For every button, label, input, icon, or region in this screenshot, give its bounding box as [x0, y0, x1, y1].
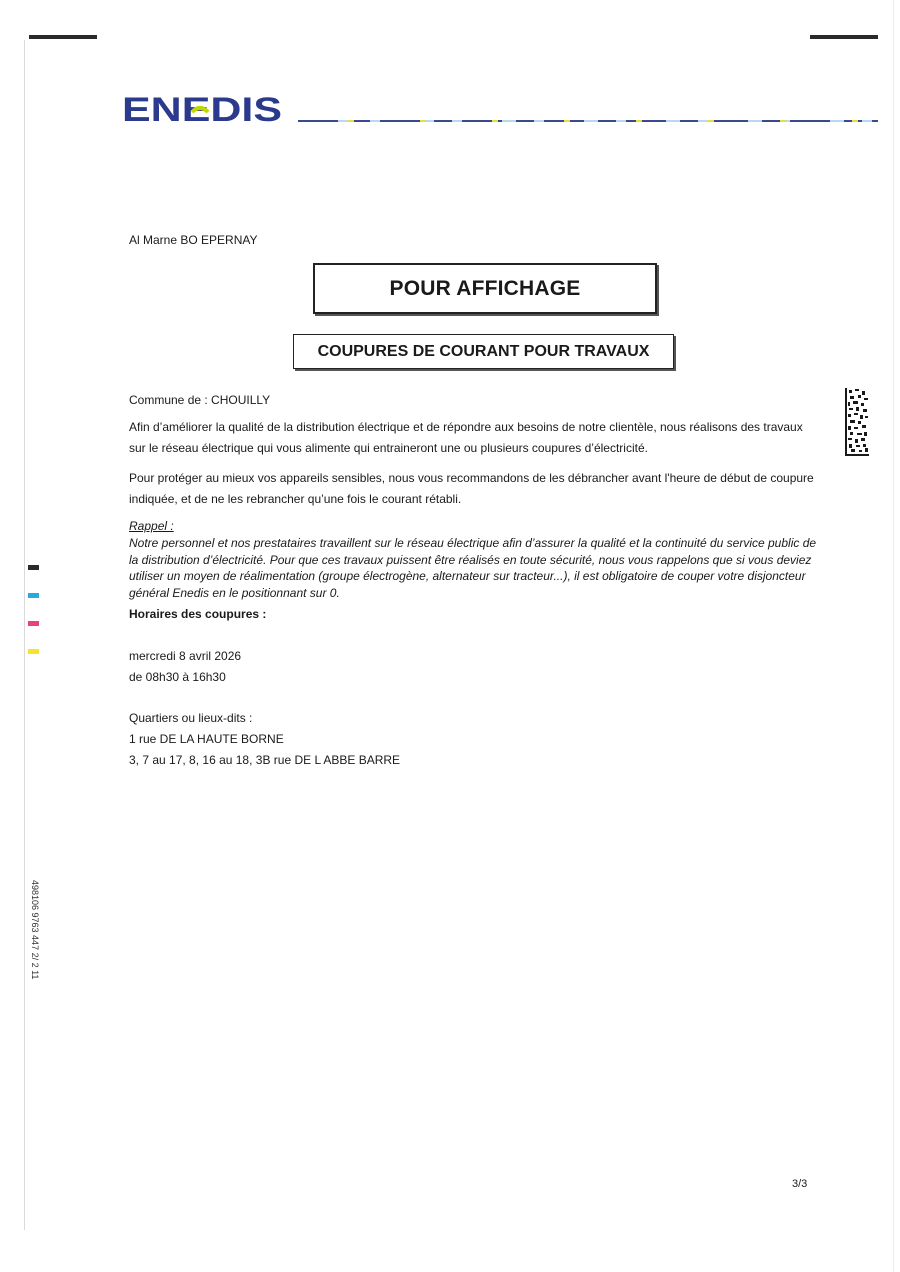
notice-title: POUR AFFICHAGE: [389, 276, 581, 300]
crop-mark-left: [29, 35, 97, 39]
margin-print-code: 498106 9763 447 2/ 2 11: [30, 880, 40, 980]
enedis-logo-text: ENEDIS: [122, 91, 282, 128]
enedis-logo: [122, 88, 287, 128]
rappel-paragraph: Notre personnel et nos prestataires travaillent sur le réseau électrique afin d’assurer la qualité et la continuité du service public de la distribution d’électricité. Pour que ces travaux puissent être réalisés en toute sécurité, nous vous rappelons que si vous deviez utiliser un moyen de réalimentation (groupe électrogène, alternateur sur tracteur...), il est obligatoire de couper votre disjoncteur général Enedis en le positionnant sur 0.: [129, 536, 817, 600]
print-swatch-yellow: [28, 649, 39, 654]
print-swatch-cyan: [28, 593, 39, 598]
place-item: 1 rue DE LA HAUTE BORNE: [129, 732, 284, 746]
page-number: 3/3: [792, 1178, 808, 1190]
datamatrix-code: [845, 388, 869, 456]
print-swatch-magenta: [28, 621, 39, 626]
notice-subtitle: COUPURES DE COURANT POUR TRAVAUX: [317, 342, 650, 360]
crop-mark-right: [810, 35, 878, 39]
margin-rule: [24, 40, 25, 1230]
place-item: 3, 7 au 17, 8, 16 au 18, 3B rue DE L ABBE BARRE: [129, 753, 401, 767]
outage-date: mercredi 8 avril 2026: [129, 649, 242, 663]
intro-paragraph: Afin d’améliorer la qualité de la distribution électrique et de répondre aux besoins de notre clientèle, nous réalisons des travaux sur le réseau électrique qui vous alimente qui entraineront une ou plusieurs coupures d’électricité.: [129, 420, 803, 455]
schedule-title: Horaires des coupures :: [129, 607, 267, 621]
rappel-heading: Rappel :: [129, 519, 174, 533]
advice-paragraph: Pour protéger au mieux vos appareils sensibles, nous vous recommandons de les débrancher avant l'heure de début de coupure indiquée, et de ne les rebrancher qu’une fois le courant rétabli.: [129, 471, 814, 506]
commune-line: Commune de : CHOUILLY: [129, 393, 271, 407]
header-divider: [298, 118, 878, 124]
margin-rule-right: [893, 0, 894, 1272]
notice-title-box: [313, 263, 657, 314]
outage-hours: de 08h30 à 16h30: [129, 670, 226, 684]
notice-subtitle-box: [293, 334, 674, 369]
recipient-address: Al Marne BO EPERNAY: [129, 233, 258, 247]
places-label: Quartiers ou lieux-dits :: [129, 711, 253, 725]
print-swatch-black: [28, 565, 39, 570]
